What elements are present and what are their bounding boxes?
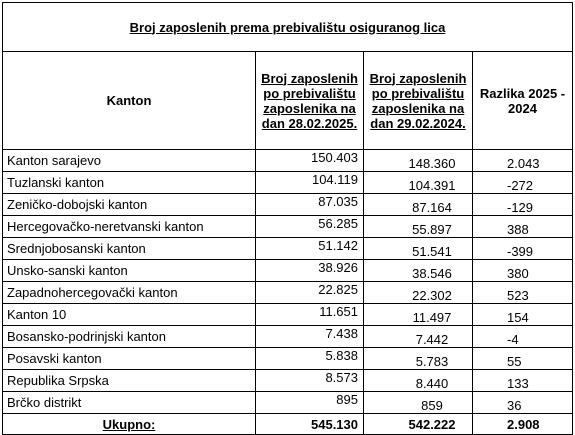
total-label: Ukupno: [3, 414, 256, 435]
row-value-2024: 104.391 [364, 172, 473, 194]
row-kanton-name: Republika Srpska [3, 370, 256, 392]
total-difference: 2.908 [473, 414, 573, 435]
row-difference: -4 [473, 326, 573, 348]
row-difference: 523 [473, 282, 573, 304]
table-row [3, 216, 573, 238]
row-value-2024: 51.541 [364, 238, 473, 260]
row-kanton-name: Zapadnohercegovački kanton [3, 282, 256, 304]
row-kanton-name: Kanton 10 [3, 304, 256, 326]
table-row [3, 150, 573, 172]
row-kanton-name: Kanton sarajevo [3, 150, 256, 172]
row-kanton-name: Posavski kanton [3, 348, 256, 370]
row-difference: -399 [473, 238, 573, 260]
table-row [3, 370, 573, 392]
row-kanton-name: Srednjobosanski kanton [3, 238, 256, 260]
table-row [3, 326, 573, 348]
row-value-2024: 8.440 [364, 370, 473, 392]
table-row [3, 282, 573, 304]
row-kanton-name: Hercegovačko-neretvanski kanton [3, 216, 256, 238]
total-value-2024: 542.222 [364, 414, 473, 435]
employment-table [2, 2, 573, 435]
row-value-2025: 104.119 [256, 172, 364, 194]
row-value-2024: 11.497 [364, 304, 473, 326]
row-value-2024: 7.442 [364, 326, 473, 348]
table-row [3, 172, 573, 194]
row-difference: 55 [473, 348, 573, 370]
row-kanton-name: Tuzlanski kanton [3, 172, 256, 194]
row-difference: 388 [473, 216, 573, 238]
row-kanton-name: Unsko-sanski kanton [3, 260, 256, 282]
title-row [3, 3, 573, 52]
header-2024: Broj zaposlenih po prebivalištu zaposlenika na dan 29.02.2024. [364, 52, 473, 150]
row-difference: -129 [473, 194, 573, 216]
table-title: Broj zaposlenih prema prebivalištu osiguranog lica [3, 3, 573, 52]
table-row [3, 392, 573, 414]
row-value-2024: 55.897 [364, 216, 473, 238]
row-kanton-name: Bosansko-podrinjski kanton [3, 326, 256, 348]
header-row [3, 52, 573, 150]
table-row [3, 194, 573, 216]
row-difference: 2.043 [473, 150, 573, 172]
table-row [3, 260, 573, 282]
header-kanton: Kanton [3, 52, 256, 150]
row-value-2025: 5.838 [256, 348, 364, 370]
row-difference: 154 [473, 304, 573, 326]
row-value-2024: 22.302 [364, 282, 473, 304]
row-value-2025: 895 [256, 392, 364, 414]
header-2025: Broj zaposlenih po prebivalištu zaposlenika na dan 28.02.2025. [256, 52, 364, 150]
row-value-2025: 38.926 [256, 260, 364, 282]
row-value-2025: 11.651 [256, 304, 364, 326]
row-value-2024: 38.546 [364, 260, 473, 282]
row-value-2025: 8.573 [256, 370, 364, 392]
row-difference: 133 [473, 370, 573, 392]
row-value-2024: 87.164 [364, 194, 473, 216]
table-row [3, 348, 573, 370]
row-value-2025: 87.035 [256, 194, 364, 216]
row-difference: -272 [473, 172, 573, 194]
row-kanton-name: Zeničko-dobojski kanton [3, 194, 256, 216]
row-difference: 36 [473, 392, 573, 414]
total-row [3, 414, 573, 435]
row-value-2025: 22.825 [256, 282, 364, 304]
row-value-2025: 56.285 [256, 216, 364, 238]
row-value-2025: 150.403 [256, 150, 364, 172]
table-row [3, 304, 573, 326]
row-difference: 380 [473, 260, 573, 282]
table-row [3, 238, 573, 260]
header-razlika: Razlika 2025 - 2024 [473, 52, 573, 150]
row-value-2025: 51.142 [256, 238, 364, 260]
row-value-2024: 5.783 [364, 348, 473, 370]
total-value-2025: 545.130 [256, 414, 364, 435]
row-value-2024: 859 [364, 392, 473, 414]
row-kanton-name: Brčko distrikt [3, 392, 256, 414]
row-value-2024: 148.360 [364, 150, 473, 172]
row-value-2025: 7.438 [256, 326, 364, 348]
